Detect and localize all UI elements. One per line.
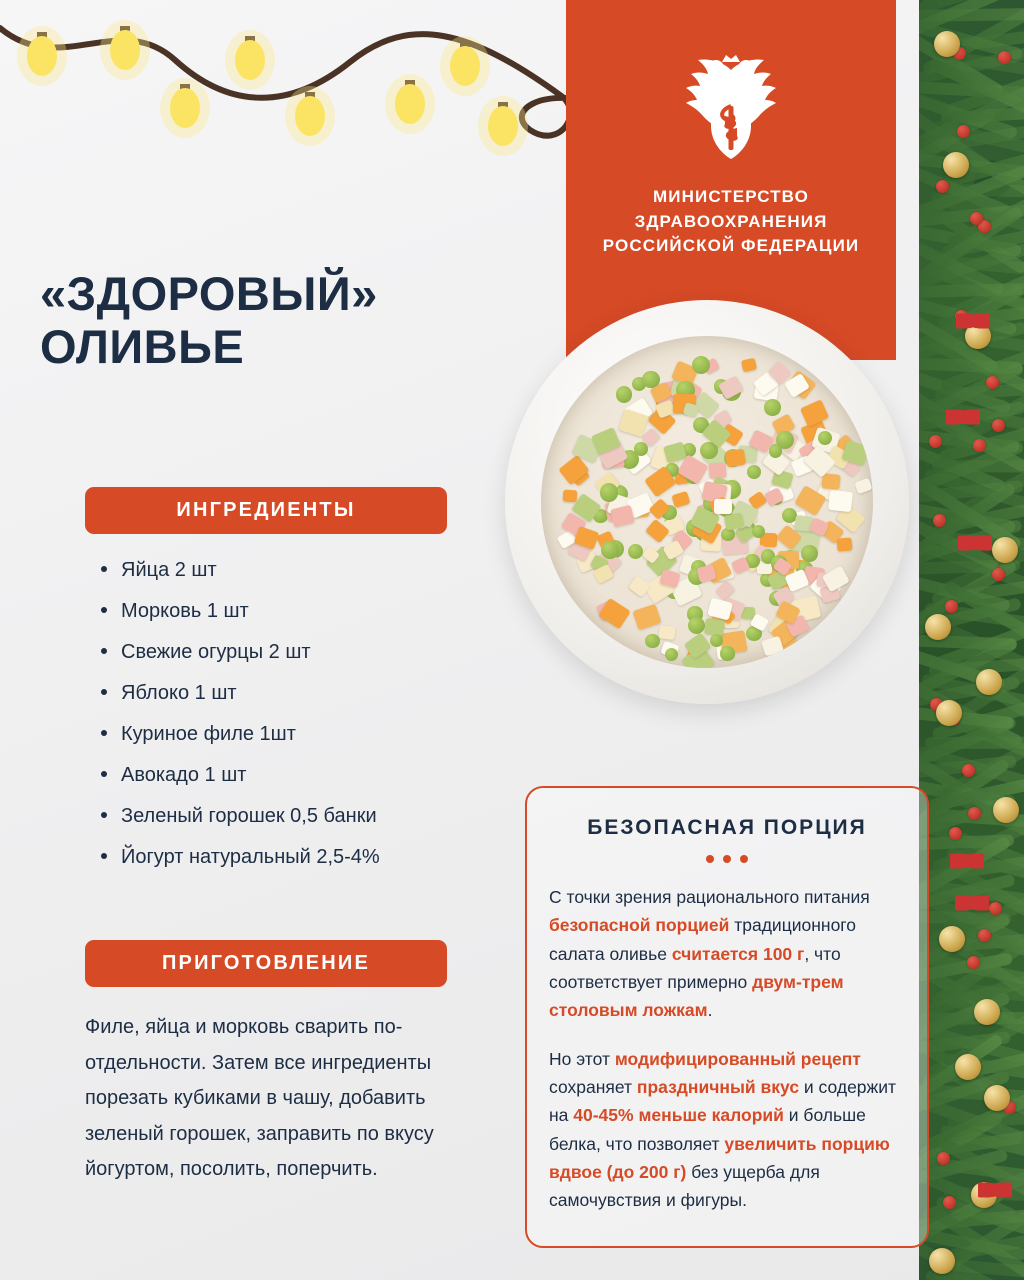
sp1-text-2: традиционного салата оливье	[549, 915, 857, 964]
holly-berry-icon	[978, 929, 991, 942]
salad-contents	[541, 336, 873, 668]
sp2-text-5: без ущерба для самочувствия и фигуры.	[549, 1162, 820, 1211]
sp1-text-1: С точки зрения рационального питания	[549, 887, 870, 907]
safe-portion-paragraph-2	[549, 1045, 905, 1215]
sp2-text-3: и содержит на	[549, 1077, 897, 1126]
salad-piece	[710, 634, 723, 647]
salad-piece	[714, 499, 732, 514]
list-item: Свежие огурцы 2 шт	[95, 640, 515, 664]
holly-berry-icon	[949, 827, 962, 840]
dot-3	[740, 855, 748, 863]
safe-portion-paragraph-1	[549, 883, 905, 1025]
holly-berry-icon	[989, 902, 1002, 915]
gold-ornament-icon	[929, 1248, 955, 1274]
gold-ornament-icon	[992, 537, 1018, 563]
gold-ornament-icon	[939, 926, 965, 952]
salad-piece	[741, 358, 757, 373]
salad-piece	[720, 646, 734, 660]
cooking-heading: ПРИГОТОВЛЕНИЕ	[85, 940, 447, 987]
divider-dots	[527, 855, 927, 863]
sp2-text-4: и больше белка, что позволяет	[549, 1105, 866, 1154]
salad-piece	[658, 625, 675, 640]
ministry-line-3: РОССИЙСКОЙ ФЕДЕРАЦИИ	[602, 236, 860, 256]
salad-piece	[801, 545, 818, 562]
holly-berry-icon	[970, 212, 983, 225]
salad-piece	[633, 604, 662, 631]
ministry-name	[566, 185, 896, 259]
sp2-bold-2: праздничный вкус	[636, 1077, 800, 1098]
salad-piece	[616, 386, 633, 403]
list-item: Яблоко 1 шт	[95, 681, 515, 705]
red-bow-icon	[958, 532, 992, 554]
tree-needle	[925, 736, 1024, 748]
sp1-text-4: .	[707, 1000, 713, 1021]
ministry-line-2: ЗДРАВООХРАНЕНИЯ	[634, 211, 828, 231]
safe-portion-heading: БЕЗОПАСНАЯ ПОРЦИЯ	[587, 816, 867, 839]
sp2-text-1: Но этот	[549, 1048, 615, 1069]
cooking-text: Филе, яйца и морковь сварить по-отдельности. Затем все ингредиенты порезать кубиками в чашу, добавить зеленый горошек, заправить по вкусу йогуртом, посолить, поперчить.	[85, 1016, 434, 1181]
list-item: Куриное филе 1шт	[95, 722, 515, 746]
salad-piece	[628, 576, 651, 598]
salad-piece	[600, 483, 619, 502]
tree-needle	[919, 1012, 1024, 1025]
salad-piece	[628, 544, 644, 560]
ingredients-list	[95, 558, 515, 886]
salad-piece	[645, 634, 660, 649]
salad-piece	[692, 356, 710, 374]
gold-ornament-icon	[936, 700, 962, 726]
red-bow-icon	[978, 1179, 1012, 1201]
safe-portion-body	[549, 883, 905, 1215]
salad-piece	[800, 399, 830, 427]
holly-berry-icon	[929, 435, 942, 448]
sp2-bold-4: увеличить порцию вдвое (до 200 г)	[549, 1133, 890, 1183]
gold-ornament-icon	[993, 797, 1019, 823]
salad-piece	[836, 537, 853, 551]
list-item: Йогурт натуральный 2,5-4%	[95, 845, 515, 869]
list-item: Морковь 1 шт	[95, 599, 515, 623]
dot-1	[706, 855, 714, 863]
sp2-text-2: сохраняет	[549, 1077, 637, 1098]
holly-berry-icon	[943, 1196, 956, 1209]
sp1-text-3: , что соответствует примерно	[549, 943, 841, 993]
sp1-bold-3: двум-трем столовым ложкам	[549, 972, 844, 1021]
list-item: Зеленый горошек 0,5 банки	[95, 804, 515, 828]
christmas-tree-branch-icon	[919, 0, 1024, 1280]
salad-piece	[725, 449, 747, 468]
holly-berry-icon	[933, 514, 946, 527]
red-bow-icon	[955, 892, 989, 914]
sp2-bold-1: модифицированный рецепт	[614, 1048, 861, 1069]
list-item: Яйца 2 шт	[95, 558, 515, 582]
salad-piece	[747, 465, 761, 479]
sp1-bold-2: считается 100 г	[671, 943, 805, 964]
string-lights-icon	[0, 0, 600, 190]
red-bow-icon	[946, 406, 980, 428]
olivier-salad-bowl-image	[505, 300, 909, 704]
salad-piece	[665, 648, 678, 661]
russian-coat-of-arms-icon	[678, 54, 784, 172]
holly-berry-icon	[962, 764, 975, 777]
page-title	[40, 268, 560, 373]
red-bow-icon	[950, 850, 984, 872]
sp1-bold-1: безопасной порцией	[549, 915, 730, 936]
gold-ornament-icon	[974, 999, 1000, 1025]
holly-berry-icon	[992, 419, 1005, 432]
holly-berry-icon	[945, 600, 958, 613]
gold-ornament-icon	[955, 1054, 981, 1080]
red-bow-icon	[956, 310, 990, 332]
salad-piece	[855, 478, 873, 495]
salad-piece	[663, 442, 686, 463]
salad-piece	[828, 490, 853, 512]
title-line-2: ОЛИВЬЕ	[40, 319, 245, 373]
ministry-line-1: МИНИСТЕРСТВО	[653, 187, 809, 206]
list-item: Авокадо 1 шт	[95, 763, 515, 787]
salad-piece	[682, 402, 699, 418]
gold-ornament-icon	[943, 152, 969, 178]
salad-piece	[563, 489, 578, 502]
dot-2	[723, 855, 731, 863]
title-line-1: «ЗДОРОВЫЙ»	[40, 267, 378, 320]
salad-piece	[769, 444, 782, 457]
ingredients-heading: ИНГРЕДИЕНТЫ	[85, 487, 447, 534]
safe-portion-card	[525, 786, 929, 1248]
sp2-bold-3: 40-45% меньше калорий	[573, 1105, 784, 1126]
holly-berry-icon	[998, 51, 1011, 64]
salad-piece	[688, 617, 705, 634]
salad-piece	[764, 399, 781, 416]
salad-piece	[821, 473, 841, 490]
